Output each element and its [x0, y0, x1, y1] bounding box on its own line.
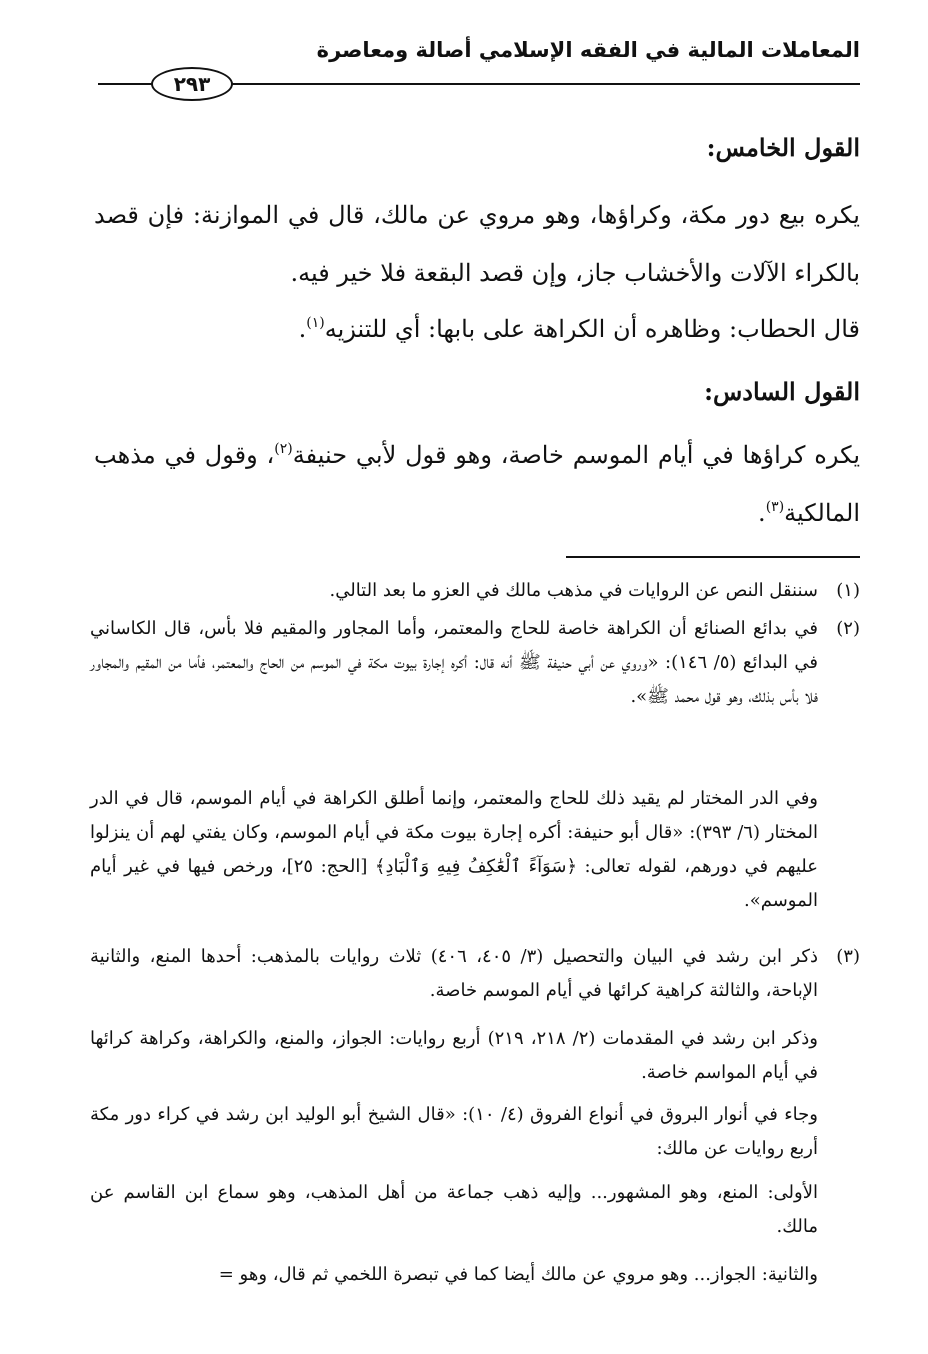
footnote-2-text: في بدائع الصنائع أن الكراهة خاصة للحاج والمعتمر، وأما المجاور والمقيم فلا بأس، قال الكاساني في البدائع (٥/ ١٤٦): «وروي عن أبي حنيفة ﷺ أنه قال: أكره إجارة بيوت مكة في الموسم من الحاج والمعتمر، فأما من المقيم والمجاور فلا بأس بذلك، وهو قول محمد ﷺ».: [90, 618, 818, 707]
paragraph-hattab-end: .: [298, 315, 307, 343]
heading-fifth-opinion: القول الخامس:: [706, 133, 860, 162]
footnote-ref-2[interactable]: (٢): [274, 441, 293, 457]
footnote-3-first-narration: الأولى: المنع، وهو المشهور... وإليه ذهب جماعة من أهل المذهب، وهو سماع ابن القاسم عن مالك.: [90, 1182, 818, 1237]
paragraph-hattab: [94, 300, 860, 358]
paragraph-sixth-mid: ، وقول في مذهب المالكية: [94, 441, 860, 527]
footnote-2-continuation: وفي الدر المختار لم يقيد ذلك للحاج والمعتمر، وإنما أطلق الكراهة في أيام الموسم، قال في الدر المختار (٦/ ٣٩٣): «قال أبو حنيفة: أكره إجارة بيوت مكة في أيام الموسم، وكان يفتي لهم أن ينزلوا عليهم في دورهم، لقوله تعالى: ﴿سَوَآءً ٱلْعَٰكِفُ فِيهِ وَٱلْبَادِ﴾ [الحج: ٢٥]، ورخص فيها في غير أيام الموسم».: [90, 788, 818, 911]
footnote-2: [90, 612, 860, 714]
footnote-3-muqaddimat: وذكر ابن رشد في المقدمات (٢/ ٢١٨، ٢١٩) أربع روايات: الجواز، والمنع، والكراهة، وكراهة كرائها في أيام المواسم خاصة.: [90, 1028, 818, 1083]
footnote-3: [90, 940, 860, 1008]
running-title: المعاملات المالية في الفقه الإسلامي أصالة ومعاصرة: [316, 38, 860, 62]
footnote-3-second-narration: والثانية: الجواز... وهو مروي عن مالك أيضا كما في تبصرة اللخمي ثم قال، وهو =: [218, 1264, 818, 1285]
paragraph-hattab-text: قال الحطاب: وظاهره أن الكراهة على بابها: أي للتنزيه: [324, 315, 860, 343]
footnote-3-anwar: وجاء في أنوار البروق في أنواع الفروق (٤/ ١٠): «قال الشيخ أبو الوليد ابن رشد في كراء دور مكة أربع روايات عن مالك:: [90, 1104, 818, 1159]
footnote-3-text: ذكر ابن رشد في البيان والتحصيل (٣/ ٤٠٥، ٤٠٦) ثلاث روايات بالمذهب: أحدها المنع، والثانية الإباحة، والثالثة كراهية كرائها في أيام الموسم خاصة.: [90, 946, 818, 1001]
footnote-2-number: (٢): [836, 618, 860, 639]
footnote-1-number: (١): [836, 580, 860, 601]
paragraph-sixth-opinion: [94, 426, 860, 542]
footnote-ref-1[interactable]: (١): [306, 315, 325, 331]
page-number: ٢٩٣: [151, 67, 233, 101]
paragraph-fifth-opinion: يكره بيع دور مكة، وكراؤها، وهو مروي عن مالك، قال في الموازنة: فإن قصد بالكراء الآلات والأخشاب جاز، وإن قصد البقعة فلا خير فيه.: [94, 201, 860, 287]
heading-sixth-opinion: القول السادس:: [704, 377, 860, 406]
paragraph-sixth-text: يكره كراؤها في أيام الموسم خاصة، وهو قول لأبي حنيفة: [292, 441, 860, 469]
footnote-1: [90, 574, 860, 608]
paragraph-sixth-end: .: [758, 499, 766, 527]
footnote-separator: [566, 556, 860, 558]
footnote-ref-3[interactable]: (٣): [765, 499, 785, 515]
footnote-1-text: سننقل النص عن الروايات في مذهب مالك في العزو ما بعد التالي.: [329, 580, 818, 601]
footnote-3-number: (٣): [836, 946, 860, 967]
